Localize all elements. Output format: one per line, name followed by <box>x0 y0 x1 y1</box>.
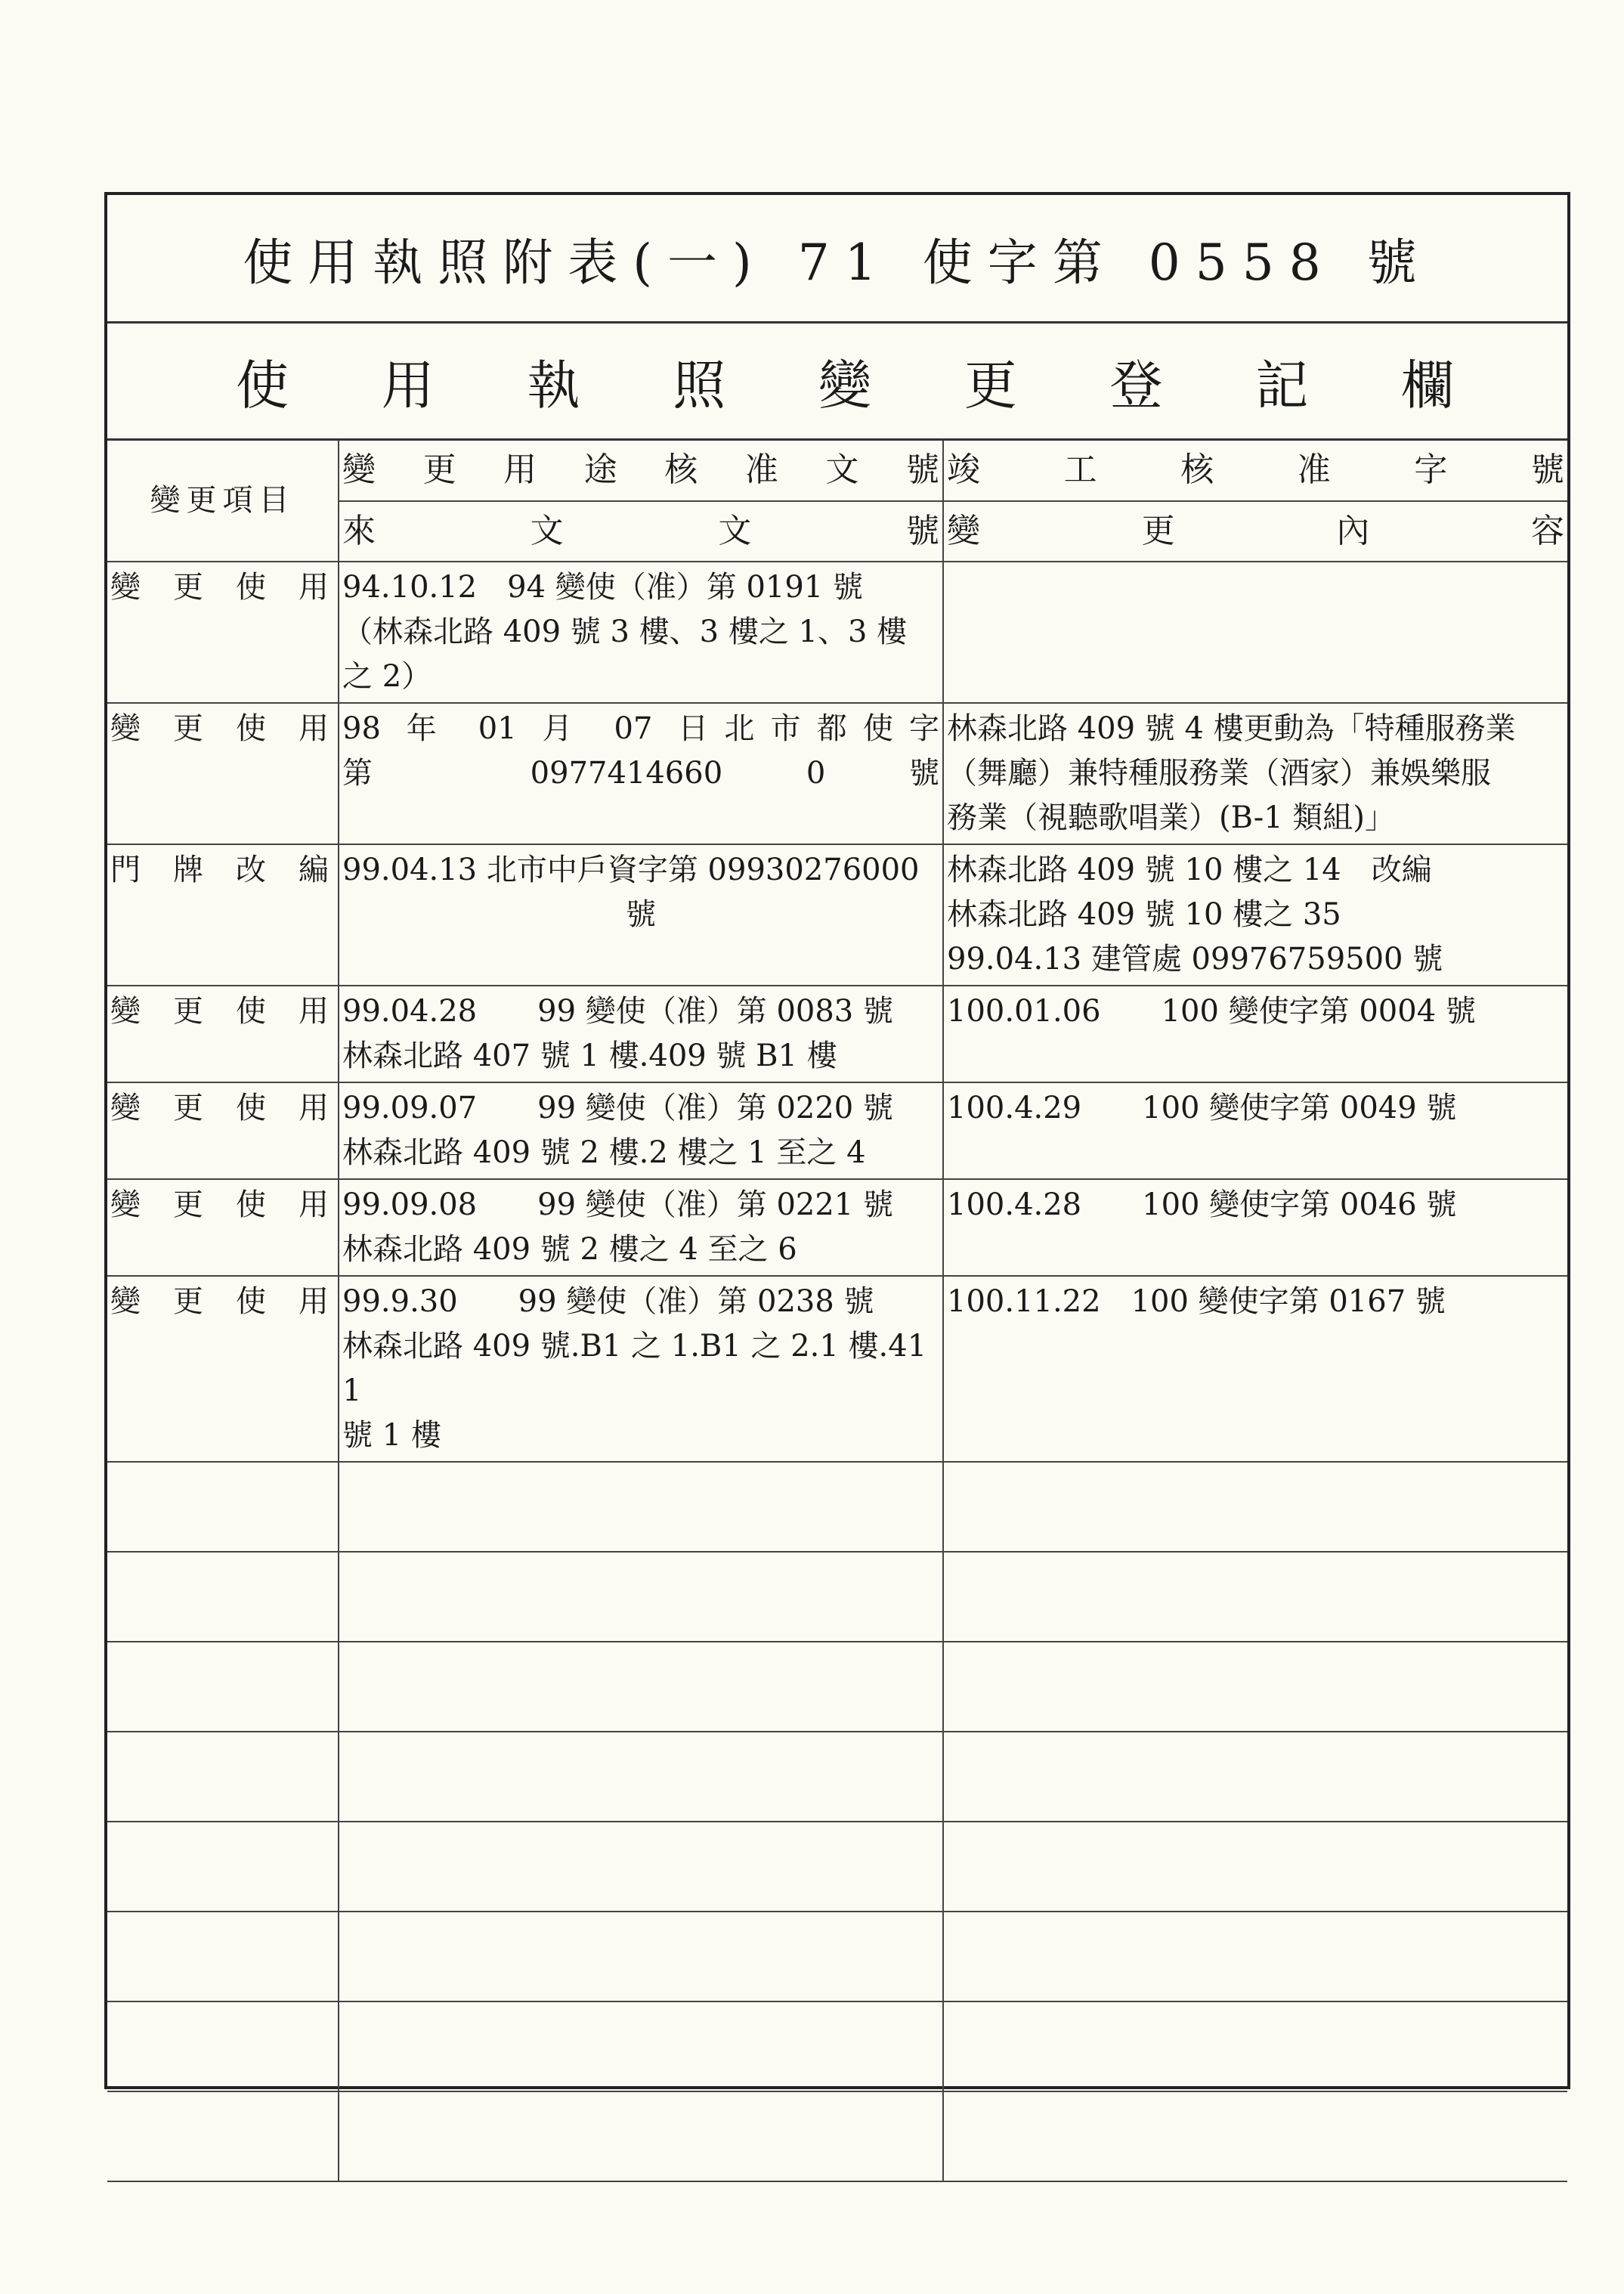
table-row <box>107 1082 1567 1179</box>
cell-line: 第 0977414660 0 號 <box>342 756 939 791</box>
cell-line: 99.04.28 99 變使（准）第 0083 號 <box>342 994 893 1029</box>
completion-cell <box>943 703 1567 844</box>
empty-cell <box>107 1642 339 1732</box>
cell-line: 林森北路 409 號 2 樓之 4 至之 6 <box>342 1232 797 1267</box>
document-title <box>107 195 1567 324</box>
section-title-char: 使 <box>236 354 289 416</box>
section-title-char: 更 <box>964 354 1017 416</box>
cell-line: 99.09.08 99 變使（准）第 0221 號 <box>342 1187 893 1222</box>
cell-line: 務業（視聽歌唱業）(B-1 類組)」 <box>947 800 1396 835</box>
cell-line: 林森北路 407 號 1 樓.409 號 B1 樓 <box>342 1039 837 1073</box>
cell-line: 林森北路 409 號 2 樓.2 樓之 1 至之 4 <box>342 1135 866 1170</box>
cell-line: 98 年 01 月 07 日北市都使字 <box>342 711 939 746</box>
empty-table-row <box>107 1822 1567 1912</box>
empty-cell <box>943 1642 1567 1732</box>
cell-line: 林森北路 409 號 10 樓之 35 <box>947 897 1341 932</box>
column-header-completion-no: 竣工核准字號 <box>943 441 1567 501</box>
license-attachment-sheet <box>104 192 1570 2089</box>
table-row <box>107 1179 1567 1276</box>
empty-cell <box>339 1912 943 2001</box>
completion-cell <box>943 1276 1567 1462</box>
change-item-cell: 變更使用 <box>107 1082 339 1179</box>
empty-table-row <box>107 1732 1567 1822</box>
cell-line: 號 1 樓 <box>342 1418 441 1453</box>
table-row <box>107 562 1567 703</box>
cell-line: 號 <box>626 897 656 932</box>
cell-line: 100.01.06 100 變使字第 0004 號 <box>947 994 1476 1029</box>
section-title-char: 執 <box>527 354 580 416</box>
cell-line: 林森北路 409 號.B1 之 1.B1 之 2.1 樓.411 <box>342 1329 927 1408</box>
empty-table-row <box>107 1642 1567 1732</box>
cell-line: 99.04.13 北市中戶資字第 09930276000 <box>342 853 920 887</box>
empty-cell <box>339 1822 943 1912</box>
empty-cell <box>107 1732 339 1822</box>
empty-cell <box>339 1642 943 1732</box>
empty-cell <box>943 1732 1567 1822</box>
completion-cell <box>943 1179 1567 1276</box>
table-row <box>107 986 1567 1082</box>
cell-line: 99.09.07 99 變使（准）第 0220 號 <box>342 1091 893 1125</box>
cell-line: 100.4.29 100 變使字第 0049 號 <box>947 1091 1457 1125</box>
empty-cell <box>943 1822 1567 1912</box>
cell-line: （舞廳）兼特種服務業（酒家）兼娛樂服 <box>947 756 1491 791</box>
document-title-text: 使用執照附表(一) 71 使字第 0558 號 <box>243 234 1432 292</box>
section-title-char: 變 <box>818 354 871 416</box>
cell-line: 94.10.12 94 變使（准）第 0191 號 <box>342 570 863 605</box>
empty-cell <box>107 1552 339 1642</box>
empty-cell <box>339 2001 943 2091</box>
cell-line: 99.04.13 建管處 09976759500 號 <box>947 942 1443 977</box>
cell-line: 100.4.28 100 變使字第 0046 號 <box>947 1187 1457 1222</box>
cell-line: 99.9.30 99 變使（准）第 0238 號 <box>342 1284 874 1319</box>
approval-cell <box>339 562 943 703</box>
cell-line: 之 2） <box>342 659 432 694</box>
approval-cell <box>339 986 943 1082</box>
approval-cell <box>339 1082 943 1179</box>
completion-cell <box>943 562 1567 703</box>
empty-cell <box>107 1462 339 1552</box>
section-title-char: 照 <box>673 354 726 416</box>
column-header-change-content: 變更內容 <box>943 501 1567 562</box>
empty-cell <box>943 2001 1567 2091</box>
completion-cell <box>943 1082 1567 1179</box>
section-title-char: 用 <box>381 354 435 416</box>
empty-table-row <box>107 1462 1567 1552</box>
approval-cell <box>339 1179 943 1276</box>
approval-cell <box>339 703 943 844</box>
column-header-approval-no: 變更用途核准文號 <box>339 441 943 501</box>
section-title-char: 記 <box>1255 354 1309 416</box>
change-register-table <box>107 441 1567 2182</box>
empty-cell <box>107 2091 339 2181</box>
empty-cell <box>943 2091 1567 2181</box>
change-item-cell: 變更使用 <box>107 986 339 1082</box>
table-row <box>107 703 1567 844</box>
empty-cell <box>339 1552 943 1642</box>
approval-cell <box>339 1276 943 1462</box>
change-item-cell: 變更使用 <box>107 1179 339 1276</box>
completion-cell <box>943 844 1567 986</box>
empty-cell <box>943 1462 1567 1552</box>
empty-cell <box>107 1912 339 2001</box>
column-header-incoming-doc: 來文文號 <box>339 501 943 562</box>
table-row <box>107 1276 1567 1462</box>
empty-table-row <box>107 1552 1567 1642</box>
section-title-char: 欄 <box>1401 354 1454 416</box>
cell-line: 林森北路 409 號 4 樓更動為「特種服務業 <box>947 711 1516 746</box>
empty-table-row <box>107 2001 1567 2091</box>
change-item-cell: 變更使用 <box>107 703 339 844</box>
empty-cell <box>107 1822 339 1912</box>
empty-cell <box>943 1912 1567 2001</box>
empty-table-row <box>107 2091 1567 2181</box>
empty-cell <box>339 1462 943 1552</box>
empty-cell <box>339 2091 943 2181</box>
column-header-item: 變更項目 <box>107 441 339 562</box>
empty-cell <box>339 1732 943 1822</box>
cell-line: （林森北路 409 號 3 樓、3 樓之 1、3 樓 <box>342 615 908 649</box>
change-item-cell: 變更使用 <box>107 1276 339 1462</box>
change-item-cell: 門牌改編 <box>107 844 339 986</box>
section-title-char: 登 <box>1109 354 1163 416</box>
completion-cell <box>943 986 1567 1082</box>
cell-line: 林森北路 409 號 10 樓之 14 改編 <box>947 853 1432 887</box>
change-item-cell: 變更使用 <box>107 562 339 703</box>
empty-table-row <box>107 1912 1567 2001</box>
empty-cell <box>943 1552 1567 1642</box>
table-row <box>107 844 1567 986</box>
cell-line: 100.11.22 100 變使字第 0167 號 <box>947 1284 1446 1319</box>
approval-cell <box>339 844 943 986</box>
header-row <box>107 441 1567 501</box>
empty-cell <box>107 2001 339 2091</box>
section-title <box>107 324 1567 441</box>
